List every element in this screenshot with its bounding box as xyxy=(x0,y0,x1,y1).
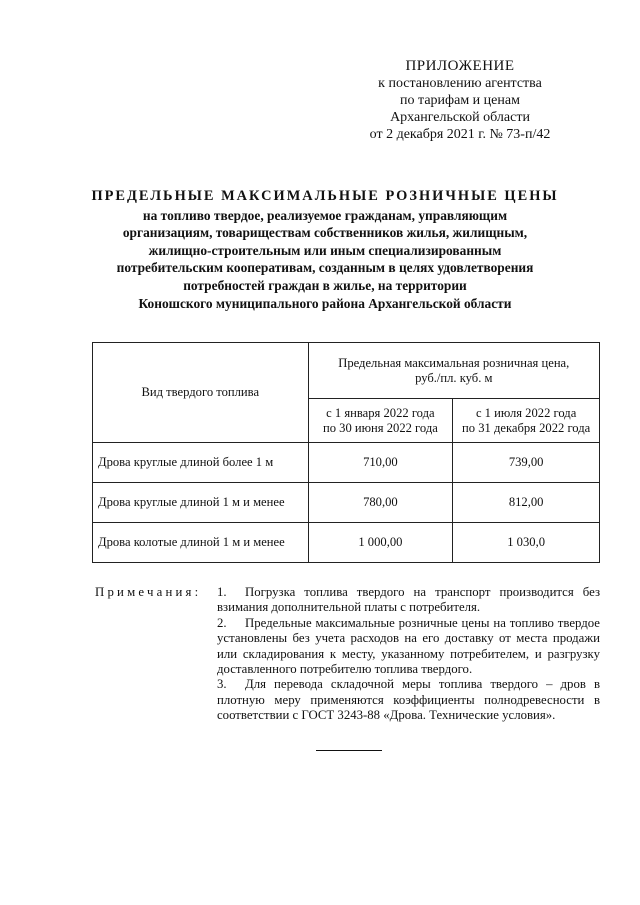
appendix-line: от 2 декабря 2021 г. № 73-п/42 xyxy=(369,127,551,142)
heading-line: на топливо твердое, реализуемое гражданам, управляющим xyxy=(142,207,508,223)
fuel-name: Дрова круглые длиной более 1 м xyxy=(93,443,309,483)
note-text: Предельные максимальные розничные цены на топливо твердое установлены без учета расходов на его доставку от места продажи или складирования к месту, указанному потребителем, и разгрузку доставленного потребителю топлива твердого. xyxy=(217,615,600,677)
price-header xyxy=(308,343,599,399)
price-period-1: 1 000,00 xyxy=(308,523,453,563)
price-header-line: Предельная максимальная розничная цена, xyxy=(338,355,570,370)
price-header-unit: руб./пл. куб. м xyxy=(415,370,493,385)
table-row xyxy=(93,443,600,483)
price-period-2: 1 030,0 xyxy=(453,523,600,563)
closing-divider xyxy=(316,750,382,751)
notes-label: Примечания: xyxy=(95,585,202,599)
fuel-name: Дрова колотые длиной 1 м и менее xyxy=(93,523,309,563)
note-item xyxy=(217,585,600,616)
period-1-from: с 1 января 2022 года xyxy=(326,405,435,420)
heading-line: потребительским кооперативам, созданным в целях удовлетворения xyxy=(116,260,534,276)
fuel-name: Дрова круглые длиной 1 м и менее xyxy=(93,483,309,523)
appendix-line: Архангельской области xyxy=(390,110,530,125)
heading-line: жилищно-строительным или иным специализированным xyxy=(148,242,502,258)
heading-main: ПРЕДЕЛЬНЫЕ МАКСИМАЛЬНЫЕ РОЗНИЧНЫЕ ЦЕНЫ xyxy=(91,188,559,204)
note-item xyxy=(217,616,600,678)
price-table xyxy=(92,342,600,563)
document-heading xyxy=(60,188,590,312)
price-period-2: 739,00 xyxy=(453,443,600,483)
table-row xyxy=(93,523,600,563)
fuel-type-header-label: Вид твердого топлива xyxy=(141,385,260,399)
note-item xyxy=(217,677,600,723)
notes-list xyxy=(217,585,600,724)
appendix-line: к постановлению агентства xyxy=(378,76,542,91)
heading-line: организациям, товариществам собственников жилья, жилищным, xyxy=(122,225,528,241)
note-number: 2. xyxy=(217,615,227,630)
period-1-to: по 30 июня 2022 года xyxy=(322,420,438,435)
appendix-block xyxy=(330,58,590,143)
period-2-from: с 1 июля 2022 года xyxy=(475,405,577,420)
note-number: 3. xyxy=(217,677,227,692)
price-period-2: 812,00 xyxy=(453,483,600,523)
heading-line: Коношского муниципального района Архангельской области xyxy=(138,295,512,311)
heading-line: потребностей граждан в жилье, на территории xyxy=(183,277,467,293)
appendix-title: ПРИЛОЖЕНИЕ xyxy=(405,58,515,74)
price-period-1: 780,00 xyxy=(308,483,453,523)
fuel-type-header xyxy=(93,343,309,443)
note-text: Погрузка топлива твердого на транспорт производится без взимания дополнительной платы с потребителя. xyxy=(217,585,600,615)
period-1-header xyxy=(308,399,453,443)
table-row xyxy=(93,483,600,523)
price-period-1: 710,00 xyxy=(308,443,453,483)
note-text: Для перевода складочной меры топлива твердого – дров в плотную меру применяются коэффициенты полнодревесности в соответствии с ГОСТ 3243-88 «Дрова. Технические условия». xyxy=(217,677,600,723)
note-number: 1. xyxy=(217,585,227,599)
period-2-to: по 31 декабря 2022 года xyxy=(462,420,591,435)
period-2-header xyxy=(453,399,600,443)
appendix-line: по тарифам и ценам xyxy=(400,93,520,108)
